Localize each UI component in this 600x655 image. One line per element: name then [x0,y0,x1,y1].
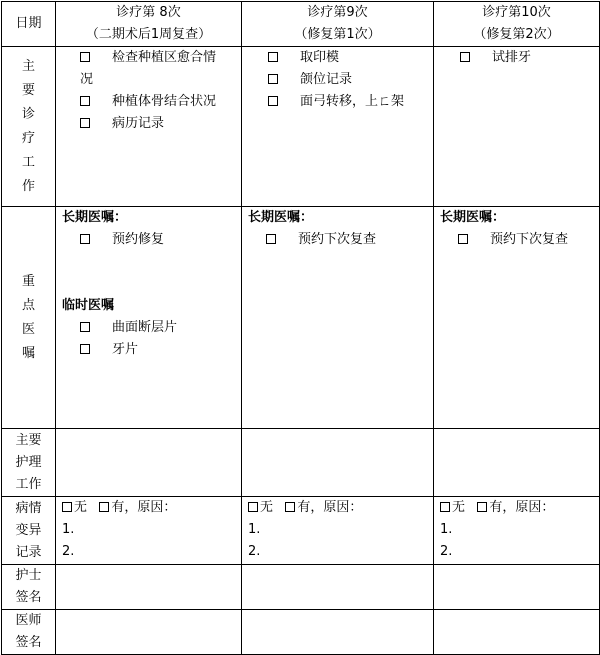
main-work-row [2,47,600,207]
order-item [440,229,593,251]
variation-options [62,497,235,519]
label-line: 记录 [15,544,42,560]
task-label: 病历记录 [112,116,165,131]
checkbox[interactable] [460,52,470,62]
task-label: 检查种植区愈合情 [112,50,217,65]
orders-label [2,207,56,429]
reason-1: 1. [62,522,75,537]
none-label: 无 [260,500,274,515]
variation-options [248,497,427,519]
date-label: 日期 [2,2,56,47]
order-label: 预约修复 [112,232,165,247]
checkbox[interactable] [80,52,90,62]
nurse-sign-row [2,565,600,610]
main-work-visit-10 [434,47,600,207]
task-label: 试排牙 [492,50,532,65]
task-item [80,91,235,113]
order-label: 预约下次复查 [490,232,569,247]
label-char: 主 [21,58,35,74]
label-char: 要 [21,82,35,98]
variation-visit-9 [242,497,434,565]
none-checkbox[interactable] [62,502,72,512]
nursing-visit-10[interactable] [434,429,600,497]
label-char: 诊 [21,106,35,122]
reason-2: 2. [62,544,75,559]
orders-visit-10 [434,207,600,429]
nurse-sign-visit-10[interactable] [434,565,600,610]
temporary-orders-heading: 临时医嘱 [62,298,115,313]
yes-checkbox[interactable] [477,502,487,512]
nursing-visit-8[interactable] [56,429,242,497]
visit-8-title: 诊疗第 8次 [116,5,181,20]
visit-9-subtitle: （修复第1次） [294,27,381,42]
order-label: 预约下次复查 [298,232,377,247]
checkbox[interactable] [80,234,90,244]
task-item [460,47,593,69]
orders-visit-8 [56,207,242,429]
checkbox[interactable] [458,234,468,244]
reason-1: 1. [440,522,453,537]
label-char: 作 [21,178,35,194]
nurse-sign-label [2,565,56,610]
task-item [80,47,235,69]
task-label: 颌位记录 [300,72,353,87]
label-char: 嘱 [21,345,35,361]
variation-options [440,497,593,519]
visit-9-header [242,2,434,47]
variation-visit-10 [434,497,600,565]
task-item [80,113,235,135]
orders-row [2,207,600,429]
long-term-orders-heading: 长期医嘱： [248,210,314,225]
variation-row [2,497,600,565]
label-char: 点 [21,297,35,313]
task-label: 种植体骨结合状况 [112,94,217,109]
label-line: 护士 [15,568,42,583]
doctor-sign-visit-10[interactable] [434,610,600,655]
checkbox[interactable] [80,344,90,354]
nursing-row [2,429,600,497]
label-line: 变异 [15,522,42,538]
label-char: 工 [21,154,35,170]
nurse-sign-visit-9[interactable] [242,565,434,610]
doctor-sign-visit-9[interactable] [242,610,434,655]
nursing-visit-9[interactable] [242,429,434,497]
visit-8-subtitle: （二期术后1周复查） [85,27,212,42]
order-item [248,229,427,251]
label-char: 重 [21,273,35,289]
nurse-sign-visit-8[interactable] [56,565,242,610]
none-label: 无 [74,500,88,515]
clinical-pathway-table [1,1,600,655]
task-item [268,47,427,69]
label-line: 主要 [15,432,42,448]
variation-visit-8 [56,497,242,565]
task-item [268,91,427,113]
task-item [268,69,427,91]
order-label: 曲面断层片 [112,320,178,335]
yes-checkbox[interactable] [285,502,295,512]
label-line: 签名 [15,590,42,605]
label-line: 护理 [15,454,42,470]
checkbox[interactable] [80,118,90,128]
label-line: 医师 [15,613,42,628]
task-label: 面弓转移，上ㄈ架 [300,94,405,109]
checkbox[interactable] [268,74,278,84]
checkbox[interactable] [268,52,278,62]
doctor-sign-label [2,610,56,655]
order-label: 牙片 [112,342,139,357]
order-item [62,317,235,339]
doctor-sign-row [2,610,600,655]
none-label: 无 [452,500,466,515]
long-term-orders-heading: 长期医嘱： [62,210,128,225]
reason-2: 2. [248,544,261,559]
variation-label [2,497,56,565]
yes-label: 有，原因： [111,500,177,515]
yes-label: 有，原因： [297,500,363,515]
visit-8-header [56,2,242,47]
nursing-label [2,429,56,497]
orders-visit-9 [242,207,434,429]
visit-9-title: 诊疗第9次 [307,5,368,20]
label-char: 医 [21,321,35,337]
reason-2: 2. [440,544,453,559]
task-label: 况 [80,72,94,87]
order-item [62,229,235,251]
checkbox[interactable] [268,96,278,106]
main-work-label [2,47,56,207]
label-line: 工作 [15,476,42,492]
long-term-orders-heading: 长期医嘱： [440,210,506,225]
visit-10-title: 诊疗第10次 [482,5,551,20]
main-work-visit-8 [56,47,242,207]
yes-checkbox[interactable] [99,502,109,512]
none-checkbox[interactable] [248,502,258,512]
yes-label: 有，原因： [489,500,555,515]
label-line: 病情 [15,500,42,516]
checkbox[interactable] [266,234,276,244]
task-label: 取印模 [300,50,340,65]
none-checkbox[interactable] [440,502,450,512]
doctor-sign-visit-8[interactable] [56,610,242,655]
reason-1: 1. [248,522,261,537]
label-line: 签名 [15,635,42,650]
checkbox[interactable] [80,96,90,106]
order-item [62,339,235,361]
task-item-continued [80,69,235,91]
label-char: 疗 [21,130,35,146]
visit-10-subtitle: （修复第2次） [473,27,560,42]
header-row [2,2,600,47]
checkbox[interactable] [80,322,90,332]
main-work-visit-9 [242,47,434,207]
visit-10-header [434,2,600,47]
